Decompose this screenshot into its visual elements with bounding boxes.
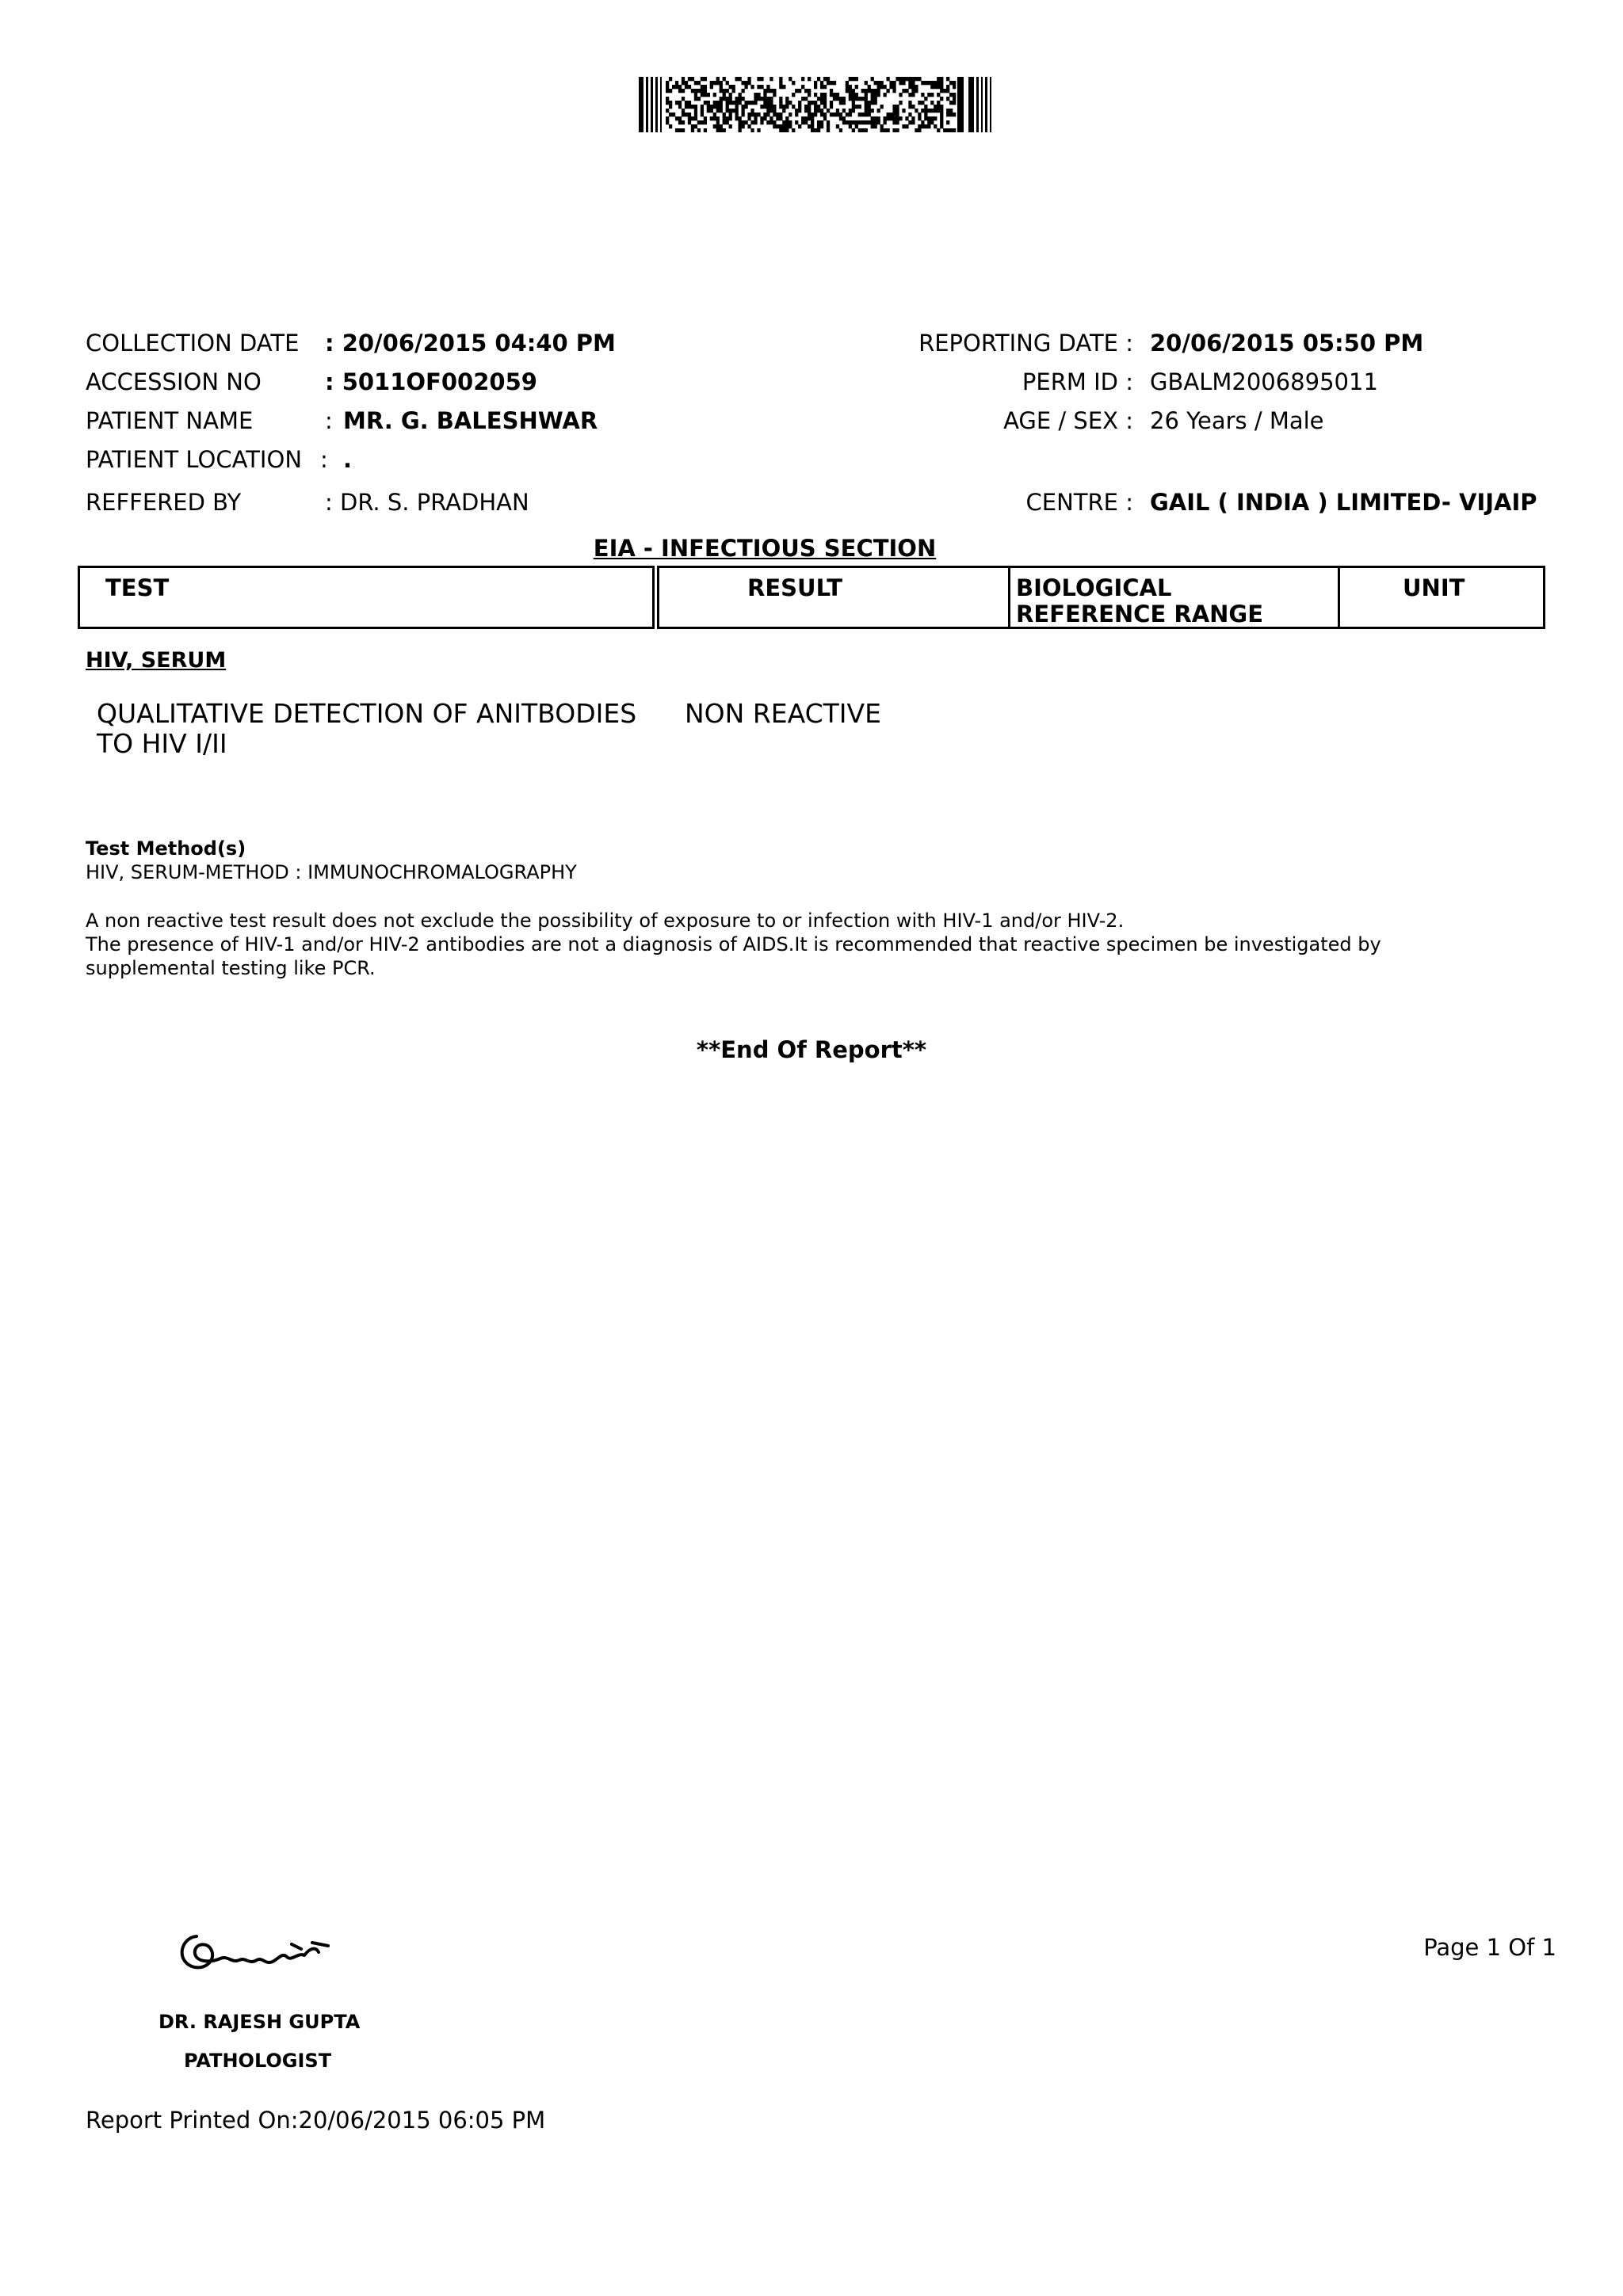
patient-name-colon: :: [325, 407, 333, 434]
header-test-label: TEST: [105, 574, 170, 601]
patient-location-label: PATIENT LOCATION: [86, 446, 303, 473]
group-title: HIV, SERUM: [86, 648, 227, 673]
table-header-unit: [1338, 566, 1545, 629]
accession-value: : 5011OF002059: [325, 368, 537, 395]
centre-label: CENTRE :: [1025, 489, 1133, 516]
printed-on: Report Printed On:20/06/2015 06:05 PM: [86, 2107, 546, 2134]
table-header-result: [657, 566, 1010, 629]
referred-by-value: : DR. S. PRADHAN: [325, 489, 529, 516]
note-line-3: supplemental testing like PCR.: [86, 957, 376, 979]
header-unit-label: UNIT: [1403, 574, 1465, 601]
header-range-line1: BIOLOGICAL: [1016, 574, 1172, 601]
patient-location-colon: :: [320, 446, 328, 473]
note-line-2: The presence of HIV-1 and/or HIV-2 antibodies are not a diagnosis of AIDS.It is recommended that reactive specimen be investigated by: [86, 933, 1381, 955]
collection-date-value: : 20/06/2015 04:40 PM: [325, 330, 616, 357]
accession-label: ACCESSION NO: [86, 368, 262, 395]
collection-date-label: COLLECTION DATE: [86, 330, 300, 357]
perm-id-label: PERM ID :: [1022, 368, 1133, 395]
perm-id-value: GBALM2006895011: [1150, 368, 1378, 395]
patient-name-value: MR. G. BALESHWAR: [343, 407, 598, 434]
doctor-name: DR. RAJESH GUPTA: [158, 2011, 361, 2033]
table-row: [97, 699, 636, 759]
test-result: NON REACTIVE: [685, 698, 881, 729]
signature-icon: [173, 1928, 336, 1976]
barcode-icon: [639, 77, 994, 132]
age-sex-label: AGE / SEX :: [1003, 407, 1133, 434]
method-line: HIV, SERUM-METHOD : IMMUNOCHROMALOGRAPHY: [86, 861, 577, 883]
page-number: Page 1 Of 1: [1423, 1934, 1556, 1961]
centre-value: GAIL ( INDIA ) LIMITED- VIJAIP: [1150, 489, 1537, 516]
reporting-date-label: REPORTING DATE :: [918, 330, 1133, 357]
table-header-range: [1008, 566, 1340, 629]
section-title: EIA - INFECTIOUS SECTION: [593, 535, 937, 562]
test-name-line1: QUALITATIVE DETECTION OF ANITBODIES: [97, 698, 637, 729]
notes: [86, 909, 1381, 980]
header-range-line2: REFERENCE RANGE: [1016, 601, 1264, 627]
method-title: Test Method(s): [86, 837, 246, 860]
doctor-title: PATHOLOGIST: [184, 2050, 332, 2072]
header-result-label: RESULT: [747, 574, 843, 601]
patient-location-value: .: [343, 446, 353, 473]
test-name-line2: TO HIV I/II: [97, 728, 227, 759]
age-sex-value: 26 Years / Male: [1150, 407, 1324, 434]
end-of-report: **End Of Report**: [696, 1036, 927, 1063]
table-header-test: [78, 566, 655, 629]
referred-by-label: REFFERED BY: [86, 489, 242, 516]
reporting-date-value: 20/06/2015 05:50 PM: [1150, 330, 1424, 357]
note-line-1: A non reactive test result does not exclude the possibility of exposure to or infection with HIV-1 and/or HIV-2.: [86, 910, 1125, 932]
patient-name-label: PATIENT NAME: [86, 407, 254, 434]
